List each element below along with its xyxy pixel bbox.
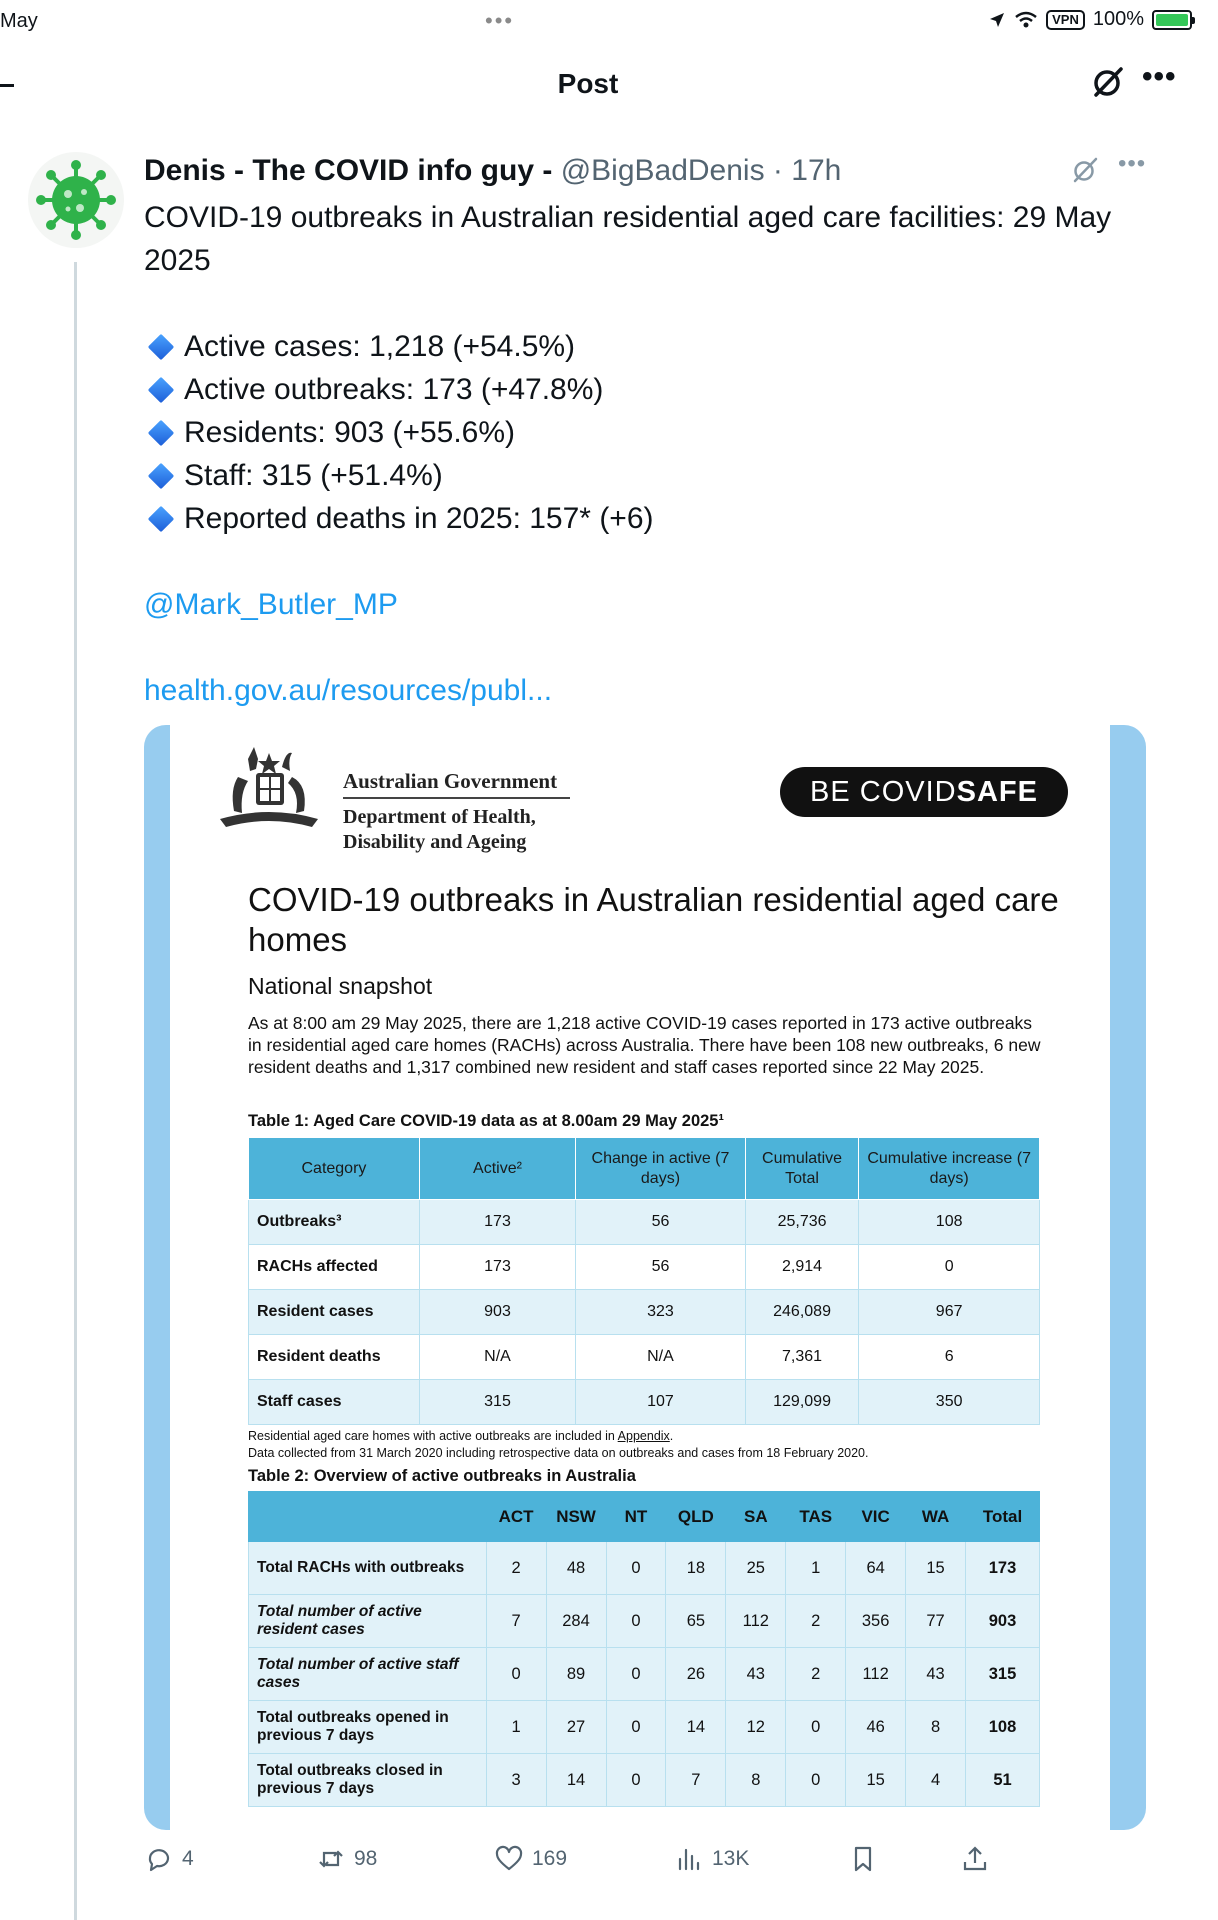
table-row: Resident deaths N/A N/A 7,361 6 xyxy=(249,1335,1040,1380)
table-row: Total RACHs with outbreaks 2 48 0 18 25 1 64 15 173 xyxy=(249,1542,1040,1595)
grok-icon[interactable] xyxy=(1070,155,1100,185)
table-row: Resident cases 903 323 246,089 967 xyxy=(249,1290,1040,1335)
vpn-badge: VPN xyxy=(1046,10,1085,30)
diamond-icon xyxy=(148,462,174,488)
table1 xyxy=(248,1137,1040,1425)
views-button[interactable] xyxy=(674,1844,749,1874)
grok-icon[interactable] xyxy=(1090,64,1126,100)
reply-count: 4 xyxy=(182,1847,194,1870)
bullet-item: Active cases: 1,218 (+54.5%) xyxy=(144,325,1124,368)
diamond-icon xyxy=(148,333,174,359)
post-body xyxy=(144,196,1124,712)
virus-avatar-icon xyxy=(28,152,124,248)
document-subtitle: National snapshot xyxy=(248,973,433,999)
table1-header: Category xyxy=(249,1138,420,1200)
table1-header: Change in active (7 days) xyxy=(576,1138,746,1200)
post-time[interactable]: 17h xyxy=(791,154,842,187)
bullet-item: Reported deaths in 2025: 157* (+6) xyxy=(144,497,1124,540)
battery-icon xyxy=(1152,10,1192,30)
table1-caption: Table 1: Aged Care COVID-19 data as at 8.00am 29 May 2025¹ xyxy=(248,1112,724,1130)
bookmark-button[interactable] xyxy=(848,1844,878,1874)
document-sheet xyxy=(170,725,1110,1830)
table1-header: Active² xyxy=(419,1138,575,1200)
location-arrow-icon xyxy=(988,11,1006,29)
views-icon xyxy=(674,1844,704,1874)
blank-line xyxy=(144,540,1124,583)
table2-caption: Table 2: Overview of active outbreaks in Australia xyxy=(248,1467,636,1485)
battery-percent: 100% xyxy=(1092,8,1144,30)
table2: ACT NSW NT QLD SA TAS VIC WA Total Total RACHs with outbreaks 2 48 0 18 25 1 64 15 173 Total number of active resident cases 7 284 0 65 112 2 356 77 903 Total number of active staff cases 0 89 0 26 43 2 112 43 315 Total outbreaks opened in previous 7 days 1 27 0 14 12 0 46 8 108 Total outbreaks closed in previous 7 days 3 14 0 7 8 0 15 4 51 xyxy=(248,1491,1040,1807)
bullet-item: Staff: 315 (+51.4%) xyxy=(144,454,1124,497)
document-title: COVID-19 outbreaks in Australian residential aged care homes xyxy=(248,881,1059,958)
post-media-image[interactable] xyxy=(144,725,1146,1830)
document-paragraph: As at 8:00 am 29 May 2025, there are 1,218 active COVID-19 cases reported in 173 active outbreaks in residential aged care homes (RACHs) across Australia. There have been 108 new outbreaks, 6 new resident deaths and 1,317 combined new resident and staff cases reported since 22 May 2025. xyxy=(248,1013,1041,1077)
avatar[interactable] xyxy=(28,152,124,248)
like-icon xyxy=(494,1844,524,1874)
divider xyxy=(343,797,570,799)
page-title: Post xyxy=(557,68,619,99)
table-row: Total number of active staff cases 0 89 0 26 43 2 112 43 315 xyxy=(249,1648,1040,1701)
reply-button[interactable] xyxy=(144,1844,194,1874)
bullet-item: Residents: 903 (+55.6%) xyxy=(144,411,1124,454)
thread-line xyxy=(74,262,77,1920)
table-row: Staff cases 315 107 129,099 350 xyxy=(249,1380,1040,1425)
status-bar xyxy=(0,0,1218,44)
mention-link[interactable]: @Mark_Butler_MP xyxy=(144,588,398,621)
table1-header: Cumulative Total xyxy=(745,1138,859,1200)
gov-name: Australian Government xyxy=(343,769,558,793)
more-icon[interactable]: ••• xyxy=(1118,150,1147,177)
diamond-icon xyxy=(148,376,174,402)
author-line xyxy=(144,154,841,188)
author-name[interactable]: Denis - The COVID info guy - xyxy=(144,154,553,187)
bookmark-icon xyxy=(848,1844,878,1874)
wifi-icon xyxy=(1014,11,1038,29)
blank-line xyxy=(144,626,1124,669)
diamond-icon xyxy=(148,419,174,445)
repost-button[interactable] xyxy=(316,1844,377,1874)
covidsafe-badge: BE COVIDSAFE xyxy=(780,767,1068,817)
repost-count: 98 xyxy=(354,1847,378,1870)
status-right xyxy=(988,8,1192,31)
like-button[interactable] xyxy=(494,1844,567,1874)
diamond-icon xyxy=(148,505,174,531)
like-count: 169 xyxy=(532,1847,568,1870)
table-row: Outbreaks³ 173 56 25,736 108 xyxy=(249,1200,1040,1245)
table-row: RACHs affected 173 56 2,914 0 xyxy=(249,1245,1040,1290)
author-handle[interactable]: @BigBadDenis xyxy=(560,154,765,187)
action-bar xyxy=(144,1844,1004,1884)
bullet-item: Active outbreaks: 173 (+47.8%) xyxy=(144,368,1124,411)
share-button[interactable] xyxy=(960,1844,990,1874)
more-icon[interactable]: ••• xyxy=(1142,60,1177,93)
reply-icon xyxy=(144,1844,174,1874)
dept-name: Department of Health, Disability and Ageing xyxy=(343,806,536,853)
separator: · xyxy=(764,154,792,187)
table-row: Total outbreaks opened in previous 7 days 1 27 0 14 12 0 46 8 108 xyxy=(249,1701,1040,1754)
table1-notes: Residential aged care homes with active outbreaks are included in Appendix. Data collected from 31 March 2020 including retrospective data on outbreaks and cases from 18 February 2020. xyxy=(248,1429,869,1460)
repost-icon xyxy=(316,1844,346,1874)
post-header xyxy=(0,60,1218,110)
share-icon xyxy=(960,1844,990,1874)
appendix-link: Appendix xyxy=(617,1429,670,1443)
post-headline: COVID-19 outbreaks in Australian residential aged care facilities: 29 May 2025 xyxy=(144,201,1112,277)
table1-header: Cumulative increase (7 days) xyxy=(859,1138,1040,1200)
blank-line xyxy=(144,282,1124,325)
table-row: Total number of active resident cases 7 284 0 65 112 2 356 77 903 xyxy=(249,1595,1040,1648)
status-time: May xyxy=(0,10,38,32)
coat-of-arms-icon xyxy=(212,741,327,837)
external-link[interactable]: health.gov.au/resources/publ... xyxy=(144,674,553,707)
table-row: Total outbreaks closed in previous 7 days 3 14 0 7 8 0 15 4 51 xyxy=(249,1754,1040,1807)
multitask-dots-icon[interactable]: ••• xyxy=(485,8,515,33)
view-count: 13K xyxy=(712,1847,750,1870)
